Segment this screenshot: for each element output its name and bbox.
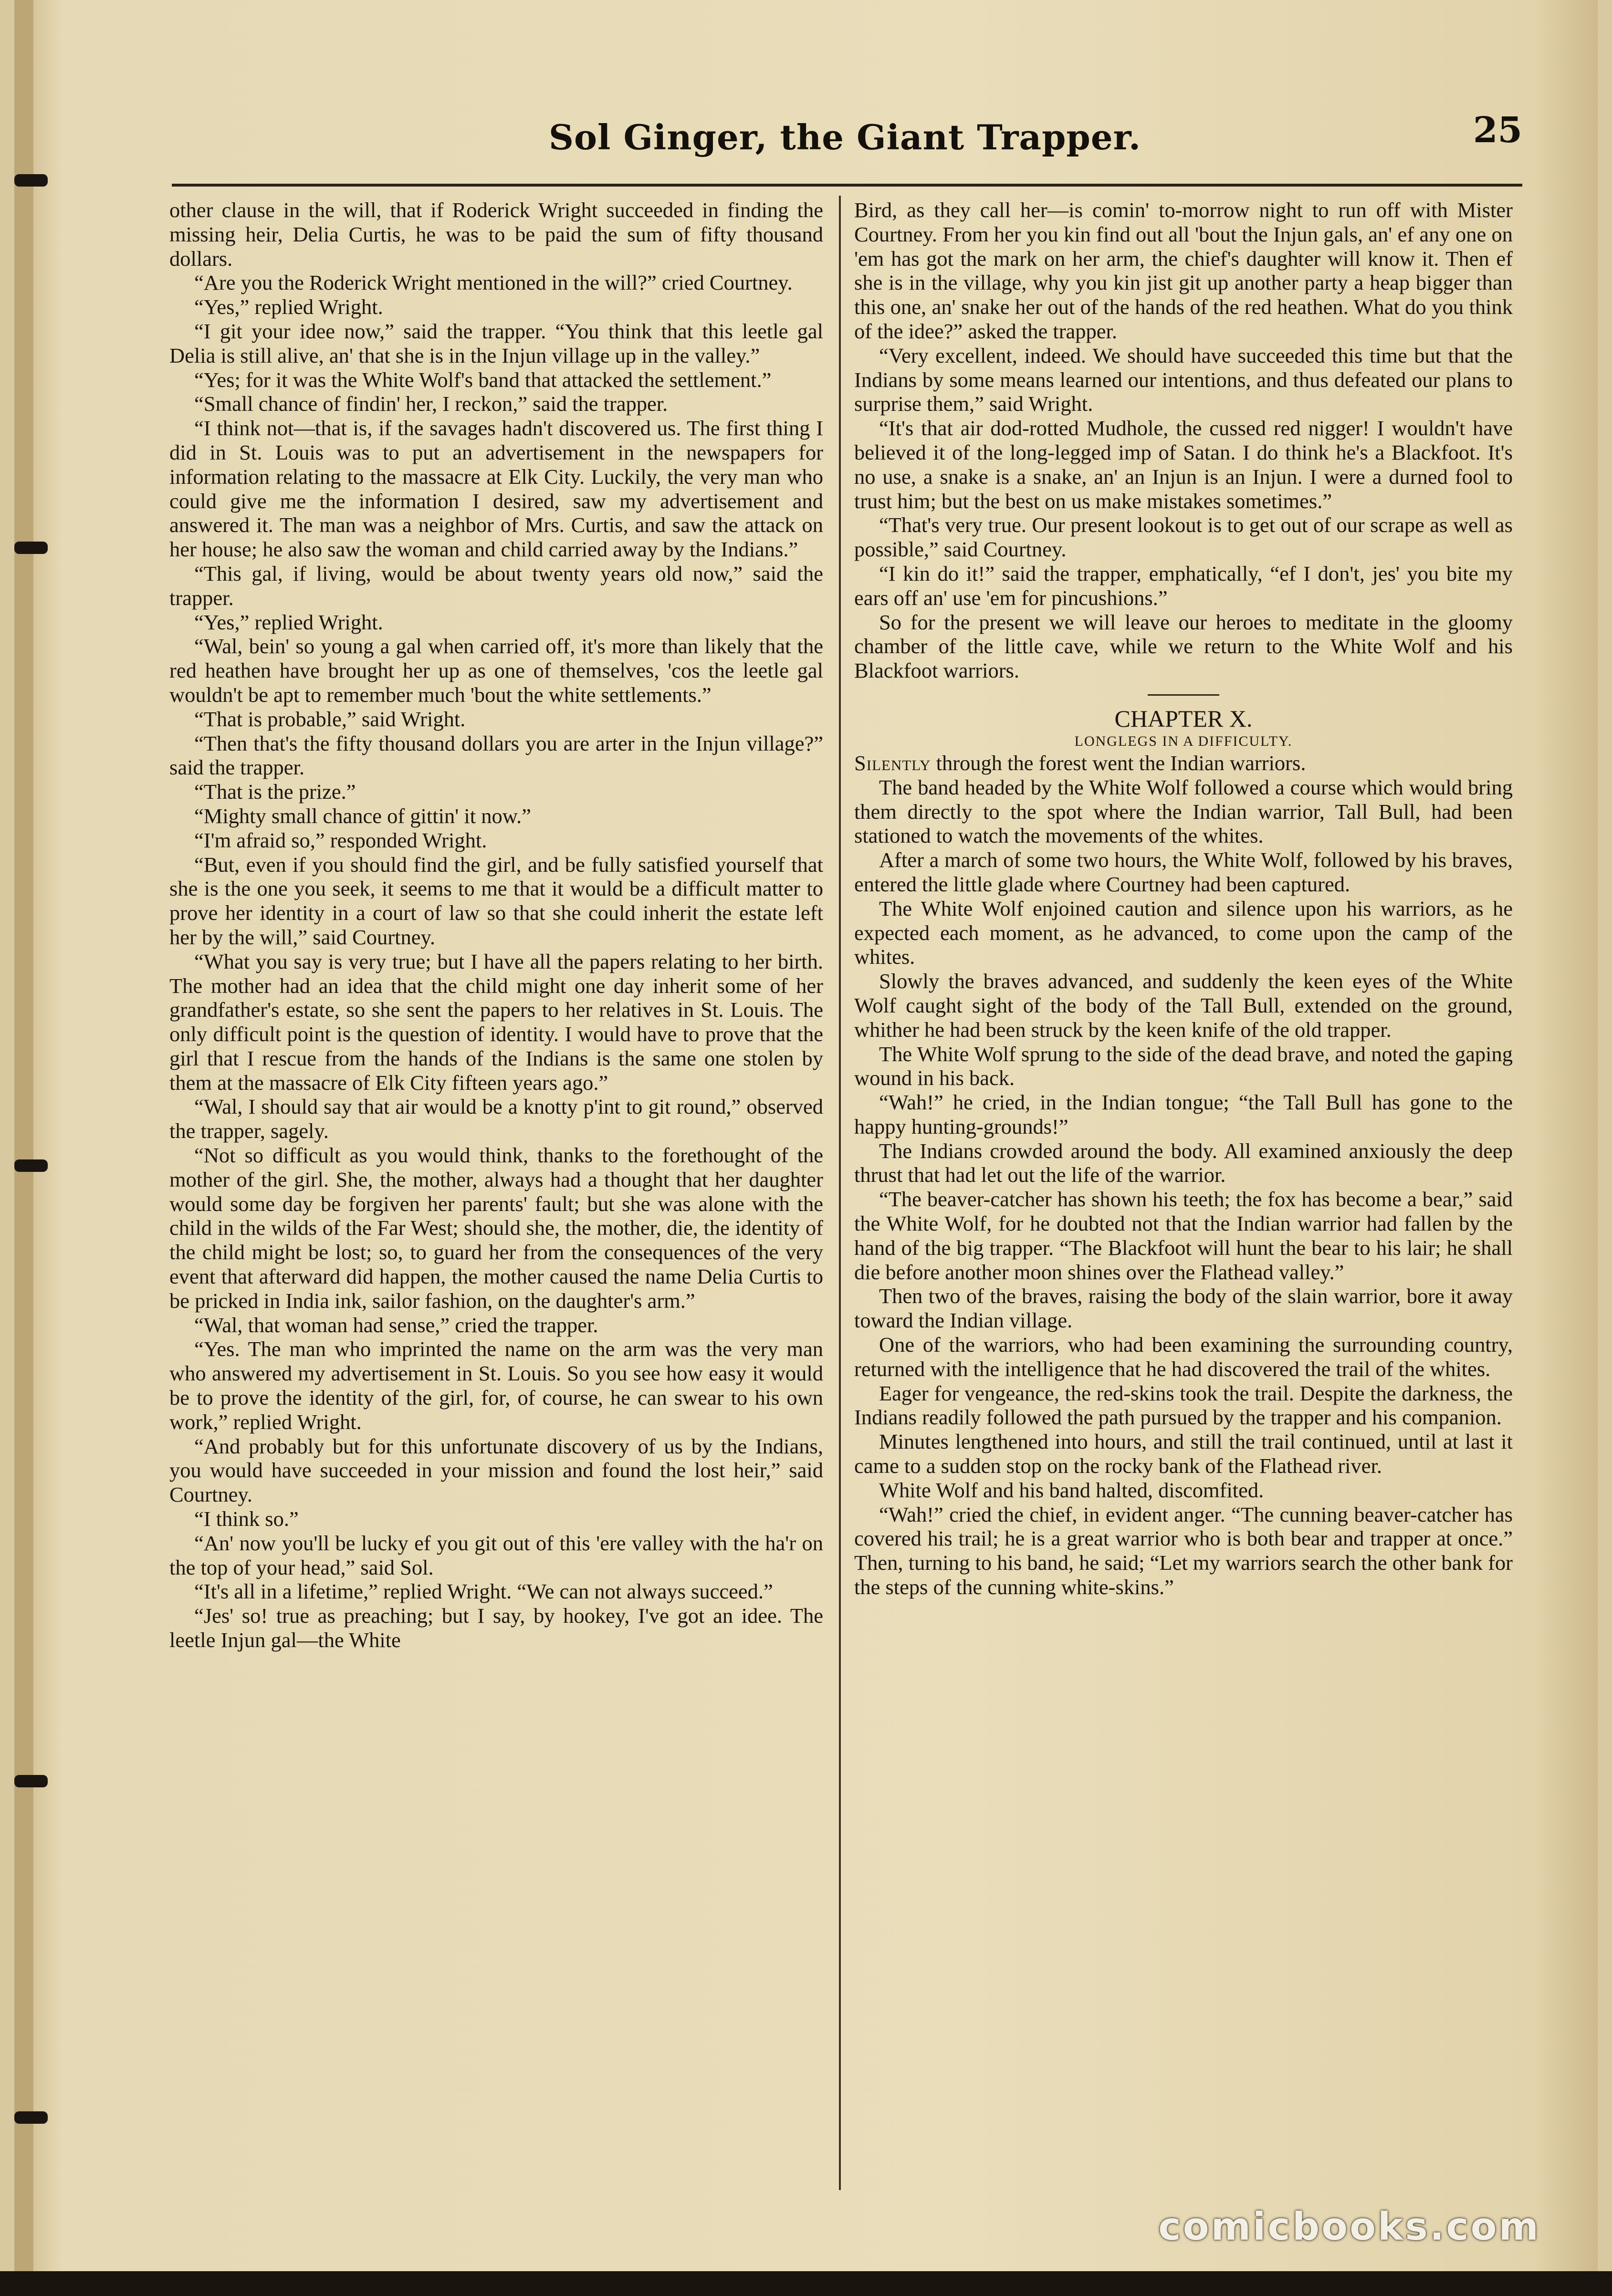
paragraph: “Yes,” replied Wright. [194,610,383,634]
paragraph: “Yes. The man who imprinted the name on the arm was the very man who answered my advertisement in St. Louis. So you see how easy it would be to prove the identity of the girl, for, of course, he can swear to his own work,” replied Wright. [169,1337,823,1434]
binding-stitch [14,2111,48,2124]
paragraph: “That is the prize.” [194,780,356,804]
page-header [172,95,1522,177]
paragraph: The White Wolf sprung to the side of the dead brave, and noted the gaping wound in his back. [854,1042,1513,1090]
paragraph: “This gal, if living, would be about twenty years old now,” said the trapper. [169,561,823,610]
chapter-opening-paragraph [854,751,1513,775]
right-column-upper [854,198,1513,683]
binding-stitch [14,1159,48,1172]
paragraph: The Indians crowded around the body. All examined anxiously the deep thrust that had let out the life of the warrior. [854,1138,1513,1187]
paragraph: “Are you the Roderick Wright mentioned in the will?” cried Courtney. [194,271,793,295]
paragraph: Eager for vengeance, the red-skins took the trail. Despite the darkness, the Indians readily followed the path pursued by the trapper and his companion. [854,1381,1513,1430]
chapter-opening-text: through the forest went the Indian warriors. [931,751,1306,775]
right-column [854,198,1513,2192]
paragraph: The White Wolf enjoined caution and silence upon his warriors, as he expected each moment, as he advanced, to come upon the camp of the whites. [854,896,1513,969]
chapter-title: CHAPTER X. [1114,705,1253,732]
paragraph: “Yes; for it was the White Wolf's band that attacked the settlement.” [194,367,772,392]
chapter-subtitle: LONGLEGS IN A DIFFICULTY. [1074,733,1293,749]
paragraph: “What you say is very true; but I have all the papers relating to her birth. The mother had an idea that the child might one day inherit some of her grandfather's estate, so she sent the papers to her relatives in St. Louis. The only difficult point is the question of identity. I would have to prove that the girl that I rescue from the hands of the Indians is the same one stolen by them at the massacre of Elk City fifteen years ago.” [169,949,823,1095]
paragraph: “Yes,” replied Wright. [194,295,383,319]
paragraph: “I kin do it!” said the trapper, emphatically, “ef I don't, jes' you bite my ears off an' use 'em for pincushions.” [854,561,1513,610]
paragraph: “Mighty small chance of gittin' it now.” [194,804,531,828]
paragraph: “That's very true. Our present lookout is to get out of our scrape as well as possible,” said Courtney. [854,513,1513,562]
page-number: 25 [1473,110,1522,151]
paragraph: “Wah!” cried the chief, in evident anger. “The cunning beaver-catcher has covered his trail; he is a great warrior who is both bear and trapper at once.” Then, turning to his band, he said; “Let my warriors search the other bank for the steps of the cunning white-skins.” [854,1502,1513,1599]
scan-frame-bottom [0,2271,1612,2296]
paragraph: “Wal, that woman had sense,” cried the trapper. [194,1313,598,1337]
section-separator [1148,694,1219,696]
binding-stitch [14,174,48,187]
running-title: Sol Ginger, the Giant Trapper. [549,117,1141,157]
paragraph: “Jes' so! true as preaching; but I say, by hookey, I've got an idee. The leetle Injun gal—the White [169,1604,823,1652]
header-rule [172,184,1522,187]
binding-stitch [14,1775,48,1787]
paragraph: “Small chance of findin' her, I reckon,” said the trapper. [194,392,668,416]
binding-edge [14,0,33,2296]
paragraph: “I think so.” [194,1507,299,1531]
paragraph: “I'm afraid so,” responded Wright. [194,828,487,852]
paragraph: Slowly the braves advanced, and suddenly the keen eyes of the White Wolf caught sight of the body of the Tall Bull, extended on the ground, whither he had been struck by the keen knife of the old trapper. [854,969,1513,1042]
paragraph: The band headed by the White Wolf followed a course which would bring them directly to the spot where the Indian warrior, Tall Bull, had been stationed to watch the movements of the whites. [854,775,1513,848]
left-column [169,198,823,2192]
paragraph: Then two of the braves, raising the body of the slain warrior, bore it away toward the Indian village. [854,1284,1513,1333]
page-sheet [14,0,1598,2296]
paragraph: “Wal, I should say that air would be a knotty p'int to git round,” observed the trapper, sagely. [169,1095,823,1143]
paragraph: “I think not—that is, if the savages hadn't discovered us. The first thing I did in St. Louis was to put an advertisement in the newspapers for information relating to the massacre at Elk City. Luckily, the very man who could give me the information I desired, saw my advertisement and answered it. The man was a neighbor of Mrs. Curtis, and saw the attack on her house; he also saw the woman and child carried away by the Indians.” [169,416,823,562]
right-column-lower [854,775,1513,1599]
chapter-drop-word: Silently [854,751,931,775]
column-divider [839,196,841,2190]
paragraph: “Not so difficult as you would think, thanks to the forethought of the mother of the girl. She, the mother, always had a thought that her daughter would some day be forgiven her parents' fault; but she was alone with the child in the wilds of the Far West; should she, the mother, die, the identity of the child might be lost; so, to guard her from the consequences of the very event that afterward did happen, the mother caused the name Delia Curtis to be pricked in India ink, sailor fashion, on the daughter's arm.” [169,1143,823,1313]
paragraph: Bird, as they call her—is comin' to-morrow night to run off with Mister Courtney. From her you kin find out all 'bout the Injun gals, an' ef any one on 'em has got the mark on her arm, the chief's daughter will know it. Then ef she is in the village, why you kin jist git up another party a heap bigger than this one, an' snake her out of the hands of the red heathen. What do you think of the idee?” asked the trapper. [854,198,1513,343]
watermark-logo: comicbooks.com [1158,2204,1540,2249]
paragraph: “It's all in a lifetime,” replied Wright. “We can not always succeed.” [194,1579,773,1604]
paragraph: “Then that's the fifty thousand dollars you are arter in the Injun village?” said the trapper. [169,731,823,780]
paragraph: Minutes lengthened into hours, and still the trail continued, until at last it came to a sudden stop on the rocky bank of the Flathead river. [854,1430,1513,1478]
paragraph: “That is probable,” said Wright. [194,707,466,731]
paragraph: other clause in the will, that if Roderick Wright succeeded in finding the missing heir, Delia Curtis, he was to be paid the sum of fifty thousand dollars. [169,198,823,271]
paragraph: “It's that air dod-rotted Mudhole, the cussed red nigger! I wouldn't have believed it of the long-legged imp of Satan. I do think he's a Blackfoot. It's no use, a snake is a snake, an' an Injun is an Injun. I were a durned fool to trust him; but the best on us make mistakes sometimes.” [854,416,1513,513]
paragraph: “Wah!” he cried, in the Indian tongue; “the Tall Bull has gone to the happy hunting-grounds!” [854,1090,1513,1138]
paragraph: “The beaver-catcher has shown his teeth; the fox has become a bear,” said the White Wolf, for he doubted not that the Indian warrior had fallen by the hand of the big trapper. “The Blackfoot will hunt the bear to his lair; he shall die before another moon shines over the Flathead valley.” [854,1187,1513,1284]
paragraph: “I git your idee now,” said the trapper. “You think that this leetle gal Delia is still alive, an' that she is in the Injun village up in the valley.” [169,319,823,367]
paragraph: “And probably but for this unfortunate discovery of us by the Indians, you would have succeeded in your mission and found the lost heir,” said Courtney. [169,1434,823,1507]
paragraph: White Wolf and his band halted, discomfited. [879,1478,1264,1502]
paragraph: So for the present we will leave our heroes to meditate in the gloomy chamber of the little cave, while we return to the White Wolf and his Blackfoot warriors. [854,610,1513,683]
paragraph: “Very excellent, indeed. We should have succeeded this time but that the Indians by some means learned our intentions, and thus defeated our plans to surprise them,” said Wright. [854,343,1513,416]
paragraph: “Wal, bein' so young a gal when carried off, it's more than likely that the red heathen have brought her up as one of themselves, 'cos the leetle gal wouldn't be apt to remember much 'bout the white settlements.” [169,634,823,707]
paragraph: One of the warriors, who had been examining the surrounding country, returned with the intelligence that he had discovered the trail of the whites. [854,1333,1513,1381]
binding-stitch [14,542,48,554]
paragraph: “An' now you'll be lucky ef you git out of this 'ere valley with the ha'r on the top of your head,” said Sol. [169,1531,823,1579]
paragraph: “But, even if you should find the girl, and be fully satisfied yourself that she is the one you seek, it seems to me that it would be a difficult matter to prove her identity in a court of law so that she could inherit the estate left her by the will,” said Courtney. [169,852,823,949]
paragraph: After a march of some two hours, the White Wolf, followed by his braves, entered the little glade where Courtney had been captured. [854,848,1513,896]
